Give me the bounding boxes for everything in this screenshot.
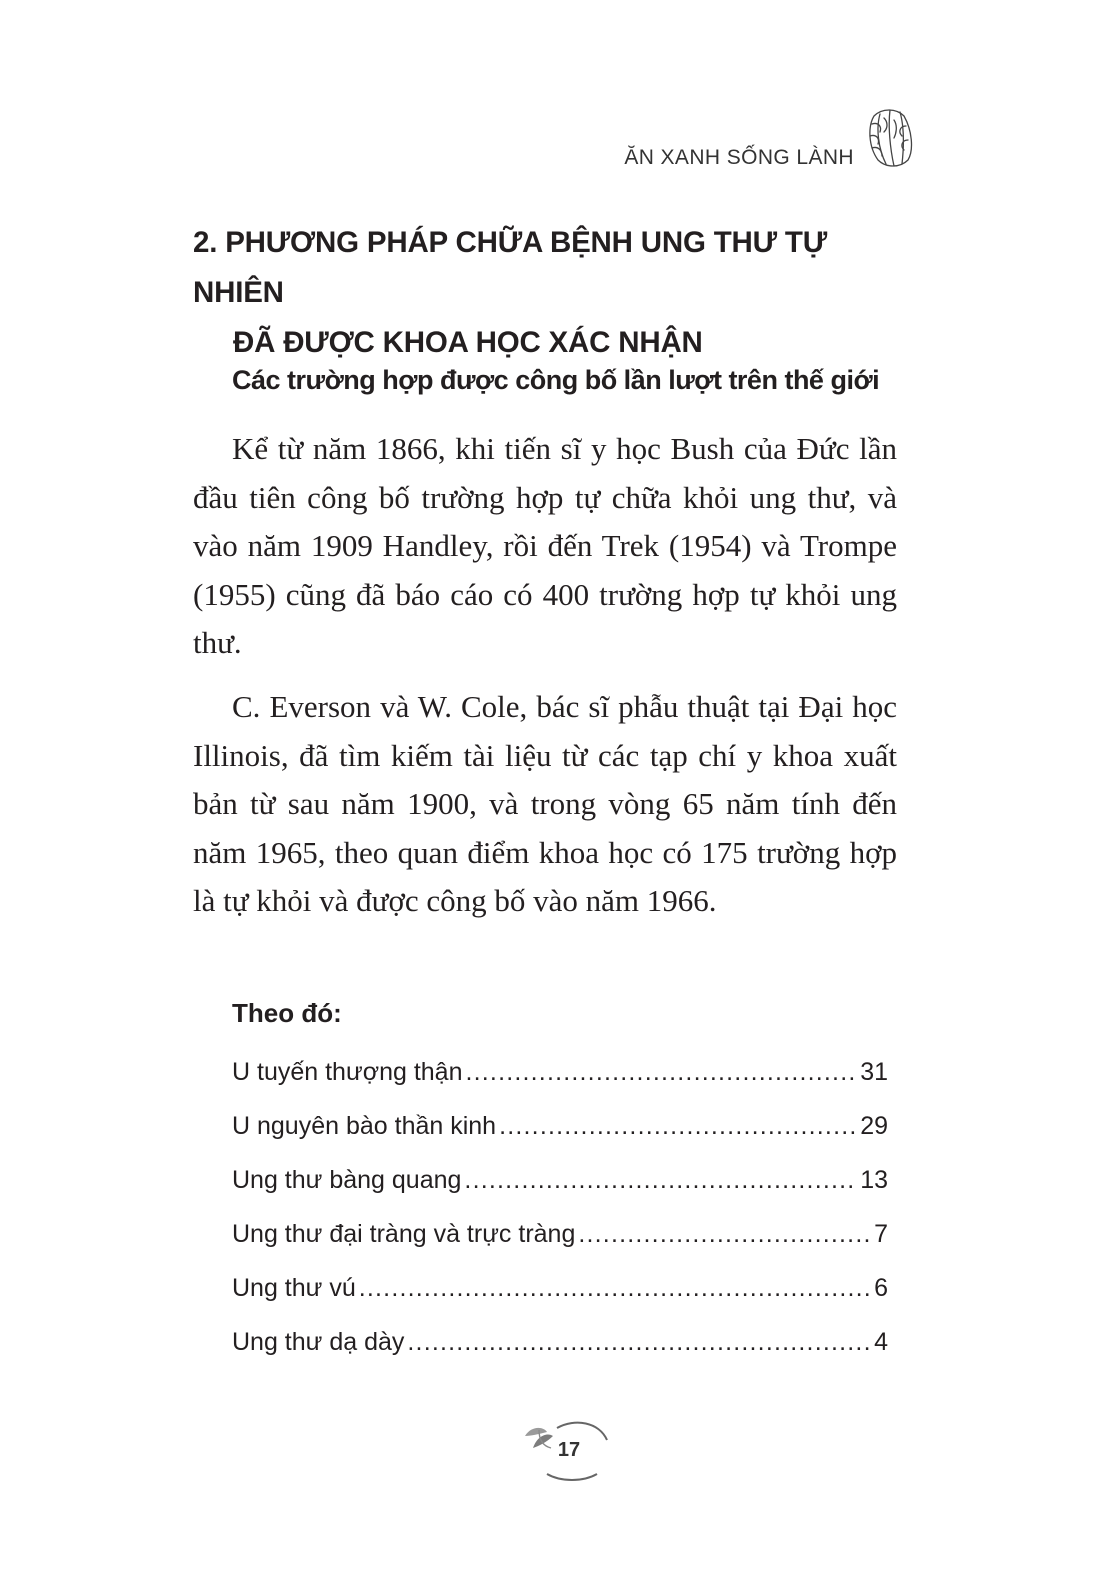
stats-row-count: 31 [860, 1058, 888, 1086]
body-paragraph-2: C. Everson và W. Cole, bác sĩ phẫu thuật tại Đại học Illinois, đã tìm kiếm tài liệu từ các tạp chí y khoa xuất bản từ sau năm 1900, và trong vòng 65 năm tính đến năm 1965, theo quan điểm khoa học có 175 trường hợp là tự khỏi và được công bố vào năm 1966. [193, 689, 897, 918]
dot-leader [578, 1212, 871, 1256]
stats-list [232, 1050, 888, 1374]
chapter-title-line2: ĐÃ ĐƯỢC KHOA HỌC XÁC NHẬN [233, 326, 703, 359]
stats-row-label: Ung thư bàng quang [232, 1166, 462, 1194]
stats-row [232, 1104, 888, 1158]
stats-row-label: Ung thư dạ dày [232, 1328, 405, 1356]
chapter-title-line1: 2. PHƯƠNG PHÁP CHỮA BỆNH UNG THƯ TỰ NHIÊN [193, 226, 827, 309]
cabbage-icon [860, 104, 916, 170]
stats-row [232, 1050, 888, 1104]
stats-row-count: 29 [860, 1112, 888, 1140]
section-subheading: Các trường hợp được công bố lần lượt trên thế giới [232, 365, 880, 395]
stats-row-count: 4 [874, 1328, 888, 1356]
stats-row [232, 1266, 888, 1320]
stats-row-label: Ung thư đại tràng và trực tràng [232, 1220, 576, 1248]
stats-heading: Theo đó: [232, 998, 342, 1028]
running-header [624, 104, 916, 170]
dot-leader [407, 1320, 871, 1364]
page-footer [517, 1418, 621, 1488]
dot-leader [466, 1050, 858, 1094]
page-number: 17 [557, 1439, 581, 1461]
stats-row-count: 13 [860, 1166, 888, 1194]
stats-row [232, 1158, 888, 1212]
stats-row-label: Ung thư vú [232, 1274, 356, 1302]
body-paragraph-1: Kể từ năm 1866, khi tiến sĩ y học Bush của Đức lần đầu tiên công bố trường hợp tự chữa khỏi ung thư, và vào năm 1909 Handley, rồi đến Trek (1954) và Trompe (1955) cũng đã báo cáo có 400 trường hợp tự khỏi ung thư. [193, 431, 897, 660]
dot-leader [464, 1158, 857, 1202]
dot-leader [499, 1104, 857, 1148]
stats-row [232, 1212, 888, 1266]
chapter-title [193, 218, 913, 368]
stats-row-label: U tuyến thượng thận [232, 1058, 463, 1086]
stats-row-count: 7 [874, 1220, 888, 1248]
stats-row-label: U nguyên bào thần kinh [232, 1112, 497, 1140]
stats-row-count: 6 [874, 1274, 888, 1302]
stats-row [232, 1320, 888, 1374]
running-header-title: ĂN XANH SỐNG LÀNH [624, 146, 854, 169]
dot-leader [359, 1266, 871, 1310]
